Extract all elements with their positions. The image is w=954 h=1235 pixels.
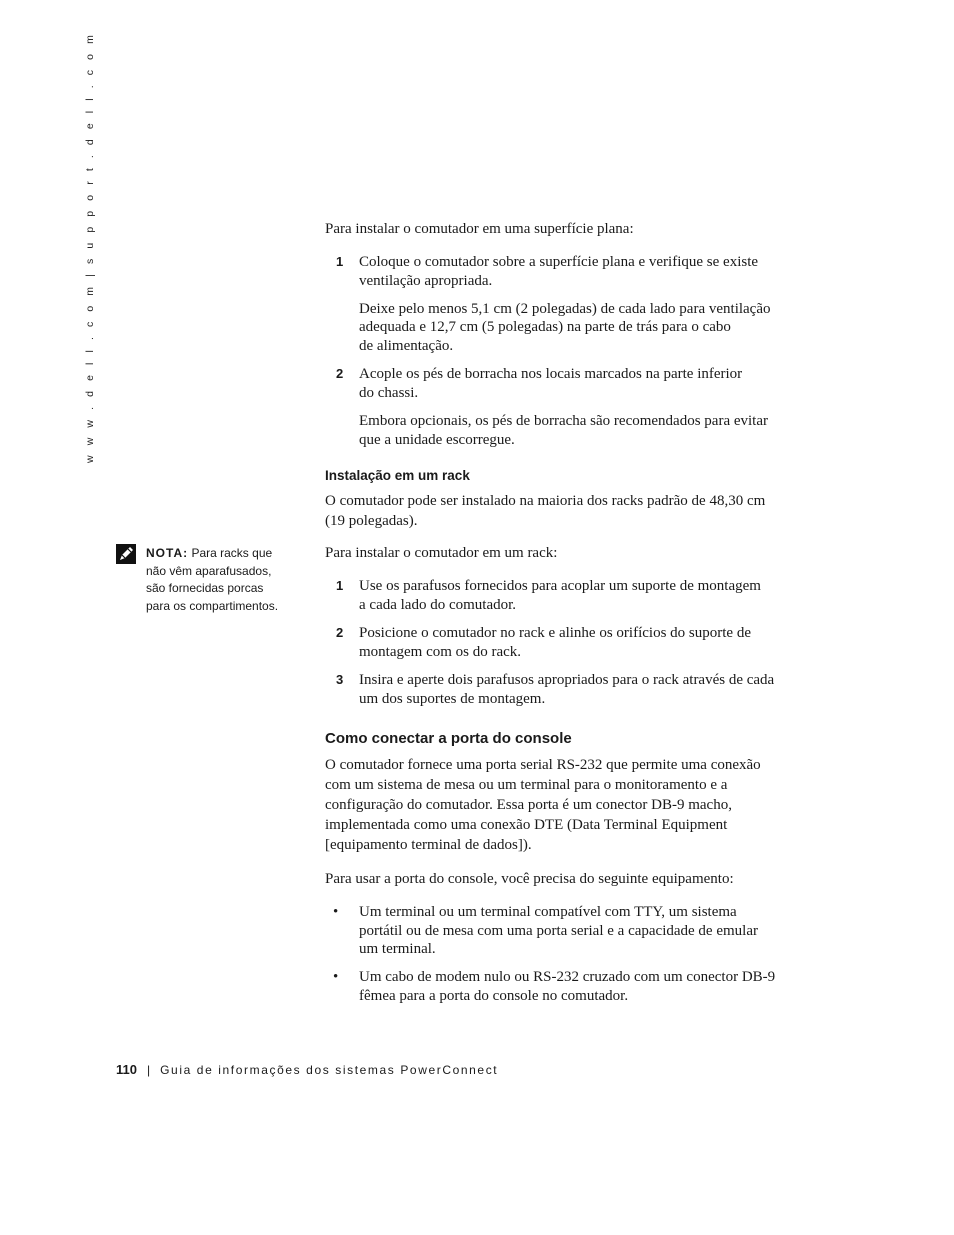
note [146, 545, 278, 615]
step-line: um dos suportes de montagem. [359, 691, 546, 707]
step-number: 2 [336, 625, 344, 640]
step-detail-line: que a unidade escorregue. [359, 432, 515, 448]
footer-title: Guia de informações dos sistemas PowerConnect [160, 1063, 499, 1077]
bullet-dot: • [333, 904, 339, 920]
step-line: Posicione o comutador no rack e alinhe os orifícios do suporte de [359, 625, 751, 641]
note-text: Para racks que [191, 546, 273, 560]
console-heading: Como conectar a porta do console [325, 730, 572, 747]
side-url: w w w . d e l l . c o m | s u p p o r t . d e l l . c o m [84, 31, 96, 463]
step-detail-line: adequada e 12,7 cm (5 polegadas) na parte de trás para o cabo [359, 319, 731, 335]
footer-separator: | [146, 1063, 151, 1077]
console-intro: Para usar a porta do console, você precisa do seguinte equipamento: [325, 871, 734, 887]
step-detail-line: Embora opcionais, os pés de borracha são recomendados para evitar [359, 413, 769, 429]
bullet-line: fêmea para a porta do console no comutador. [359, 988, 629, 1004]
note-line: são fornecidas porcas [146, 581, 264, 595]
step-number: 1 [336, 254, 344, 269]
step-line: montagem com os do rack. [359, 644, 522, 660]
console-para-line: O comutador fornece uma porta serial RS-232 que permite uma conexão [325, 757, 761, 773]
console-para-line: configuração do comutador. Essa porta é um conector DB-9 macho, [325, 797, 732, 813]
intro-flat: Para instalar o comutador em uma superfície plana: [325, 221, 634, 237]
intro-rack: Para instalar o comutador em um rack: [325, 545, 558, 561]
bullet-dot: • [333, 969, 339, 985]
bullet-line: Um cabo de modem nulo ou RS-232 cruzado com um conector DB-9 [359, 969, 776, 985]
note-line: para os compartimentos. [146, 598, 279, 613]
note-line [146, 545, 278, 563]
step-line: Insira e aperte dois parafusos apropriados para o rack através de cada [359, 672, 775, 688]
console-para-line: implementada como uma conexão DTE (Data Terminal Equipment [325, 817, 728, 833]
note-line: não vêm aparafusados, [146, 563, 272, 578]
step-number: 1 [336, 578, 344, 593]
console-para-line: [equipamento terminal de dados]). [325, 837, 532, 853]
note-pencil-icon [116, 544, 136, 564]
step-line: a cada lado do comutador. [359, 597, 517, 613]
bullet-line: Um terminal ou um terminal compatível com TTY, um sistema [359, 904, 737, 920]
rack-heading: Instalação em um rack [325, 468, 470, 483]
note-label: NOTA: [146, 546, 189, 560]
step-detail-line: Deixe pelo menos 5,1 cm (2 polegadas) de cada lado para ventilação [359, 301, 771, 317]
page-number: 110 [116, 1062, 137, 1077]
page-footer [116, 1062, 498, 1077]
step-line: ventilação apropriada. [359, 273, 493, 289]
step-line: Coloque o comutador sobre a superfície plana e verifique se existe [359, 254, 759, 270]
step-number: 2 [336, 366, 344, 381]
step-number: 3 [336, 672, 344, 687]
step-line: Acople os pés de borracha nos locais marcados na parte inferior [359, 366, 743, 382]
step-detail-line: de alimentação. [359, 338, 454, 354]
rack-para-line: (19 polegadas). [325, 513, 418, 529]
console-para-line: com um sistema de mesa ou um terminal para o monitoramento e a [325, 777, 728, 793]
rack-para-line: O comutador pode ser instalado na maioria dos racks padrão de 48,30 cm [325, 493, 766, 509]
bullet-line: um terminal. [359, 941, 436, 957]
step-line: do chassi. [359, 385, 419, 401]
step-line: Use os parafusos fornecidos para acoplar um suporte de montagem [359, 578, 761, 594]
bullet-line: portátil ou de mesa com uma porta serial e a capacidade de emular [359, 923, 758, 939]
